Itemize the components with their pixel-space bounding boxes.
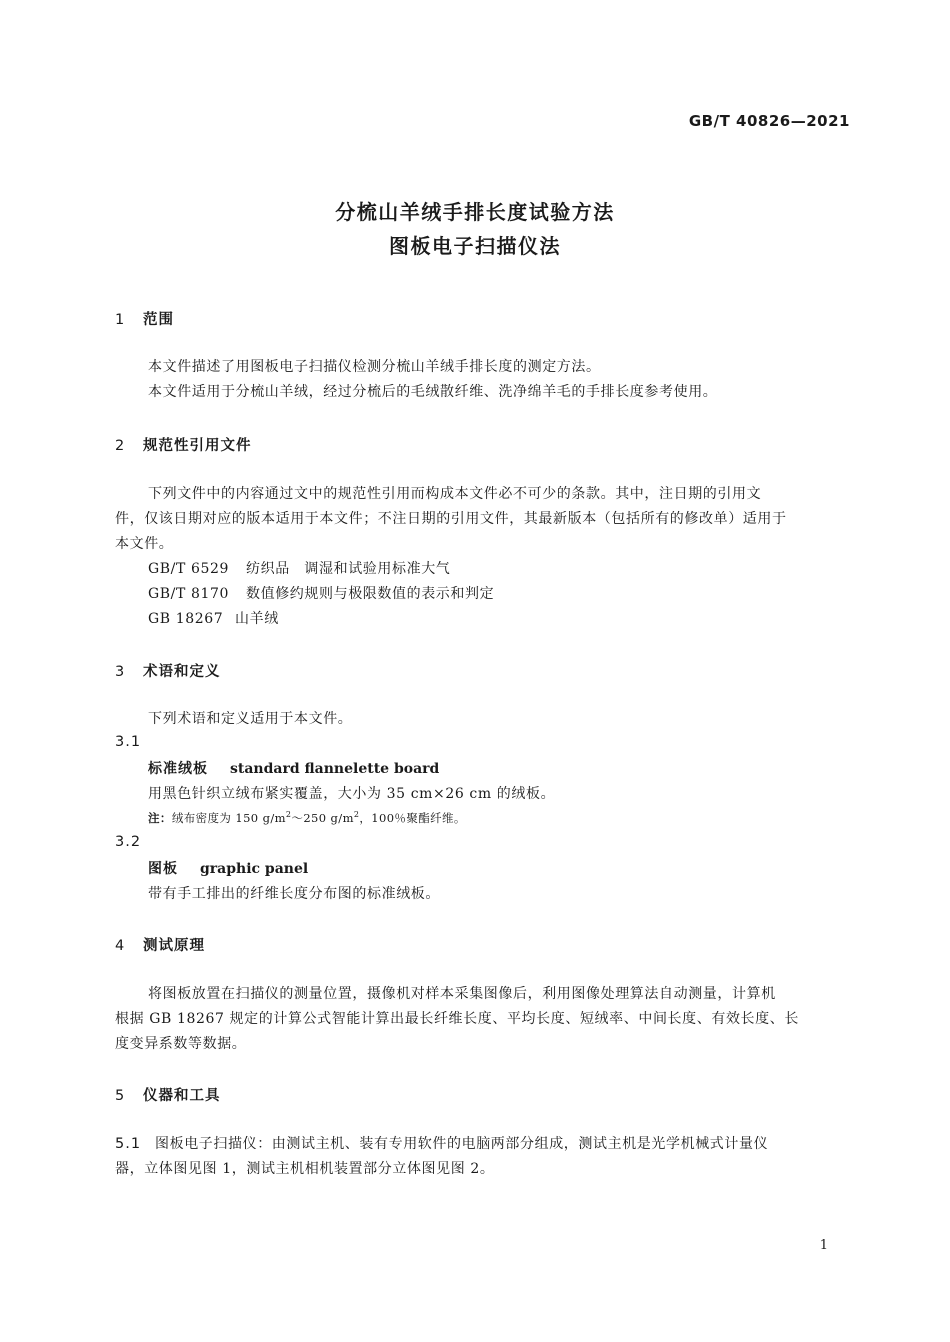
section-1-para-2: 本文件适用于分梳山羊绒，经过分梳后的毛绒散纤维、洗净绵羊毛的手排长度参考使用。 <box>148 384 718 400</box>
section-number: 3 <box>115 664 126 680</box>
term-english: graphic panel <box>200 861 309 877</box>
section-2-heading <box>115 434 252 455</box>
term-3-1-note <box>148 810 466 826</box>
section-number: 5 <box>115 1088 126 1104</box>
term-chinese: 标准绒板 <box>148 761 208 777</box>
reference-item <box>148 557 450 582</box>
section-title: 术语和定义 <box>143 664 221 680</box>
document-title-line2: 图板电子扫描仪法 <box>389 234 561 258</box>
section-4-para-line-2: 根据 GB 18267 规定的计算公式智能计算出最长纤维长度、平均长度、短绒率、中间长度、有效长度、长 <box>115 1011 799 1027</box>
clause-number: 5.1 <box>115 1136 142 1152</box>
reference-item <box>148 582 494 607</box>
section-3-heading <box>115 660 221 681</box>
reference-title: 数值修约规则与极限数值的表示和判定 <box>246 586 495 602</box>
section-title: 范围 <box>143 312 174 328</box>
term-3-2-name <box>148 858 308 878</box>
section-2-para-line-3: 本文件。 <box>115 536 174 552</box>
section-4-para-line-1: 将图板放置在扫描仪的测量位置，摄像机对样本采集图像后，利用图像处理算法自动测量，计算机 <box>148 986 776 1002</box>
section-2-para-line-2: 件，仅该日期对应的版本适用于本文件；不注日期的引用文件，其最新版本（包括所有的修改单）适用于 <box>115 511 787 527</box>
section-4-heading <box>115 934 205 955</box>
section-number: 4 <box>115 938 126 954</box>
section-2-para-line-1: 下列文件中的内容通过文中的规范性引用而构成本文件必不可少的条款。其中，注日期的引用文 <box>148 486 762 502</box>
note-text: ～250 g/m <box>291 811 354 825</box>
section-4-para-line-3: 度变异系数等数据。 <box>115 1036 247 1052</box>
reference-item <box>148 607 279 632</box>
page-number: 1 <box>819 1238 828 1253</box>
term-chinese: 图板 <box>148 861 178 877</box>
clause-5-1-line-1 <box>115 1132 768 1157</box>
reference-code: GB 18267 <box>148 611 224 627</box>
section-number: 1 <box>115 312 126 328</box>
section-3-para: 下列术语和定义适用于本文件。 <box>148 711 353 727</box>
section-title: 仪器和工具 <box>143 1088 221 1104</box>
section-title: 规范性引用文件 <box>143 438 252 454</box>
note-superscript: 2 <box>285 810 292 819</box>
term-english: standard flannelette board <box>230 761 440 777</box>
note-text: ，100％聚酯纤维。 <box>359 811 466 825</box>
note-text: 绒布密度为 150 g/m <box>171 811 286 825</box>
term-3-1-number: 3.1 <box>115 734 142 750</box>
term-3-2-number: 3.2 <box>115 834 142 850</box>
reference-title: 纺织品 调湿和试验用标准大气 <box>246 561 451 577</box>
section-1-para-1: 本文件描述了用图板电子扫描仪检测分梳山羊绒手排长度的测定方法。 <box>148 359 601 375</box>
reference-code: GB/T 6529 <box>148 561 230 577</box>
clause-text: 图板电子扫描仪：由测试主机、装有专用软件的电脑两部分组成，测试主机是光学机械式计量仪 <box>155 1136 769 1152</box>
reference-title: 山羊绒 <box>235 611 279 627</box>
standard-code: GB/T 40826—2021 <box>688 112 850 130</box>
term-3-1-definition: 用黑色针织立绒布紧实覆盖，大小为 35 cm×26 cm 的绒板。 <box>148 786 556 802</box>
section-1-heading <box>115 308 174 329</box>
note-superscript: 2 <box>353 810 360 819</box>
section-5-heading <box>115 1084 221 1105</box>
term-3-2-definition: 带有手工排出的纤维长度分布图的标准绒板。 <box>148 886 440 902</box>
clause-5-1-line-2: 器，立体图见图 1，测试主机相机装置部分立体图见图 2。 <box>115 1161 495 1177</box>
note-label: 注： <box>148 811 172 825</box>
term-3-1-name <box>148 758 439 778</box>
reference-code: GB/T 8170 <box>148 586 230 602</box>
document-title-line1: 分梳山羊绒手排长度试验方法 <box>335 200 615 224</box>
section-number: 2 <box>115 438 126 454</box>
section-title: 测试原理 <box>143 938 205 954</box>
